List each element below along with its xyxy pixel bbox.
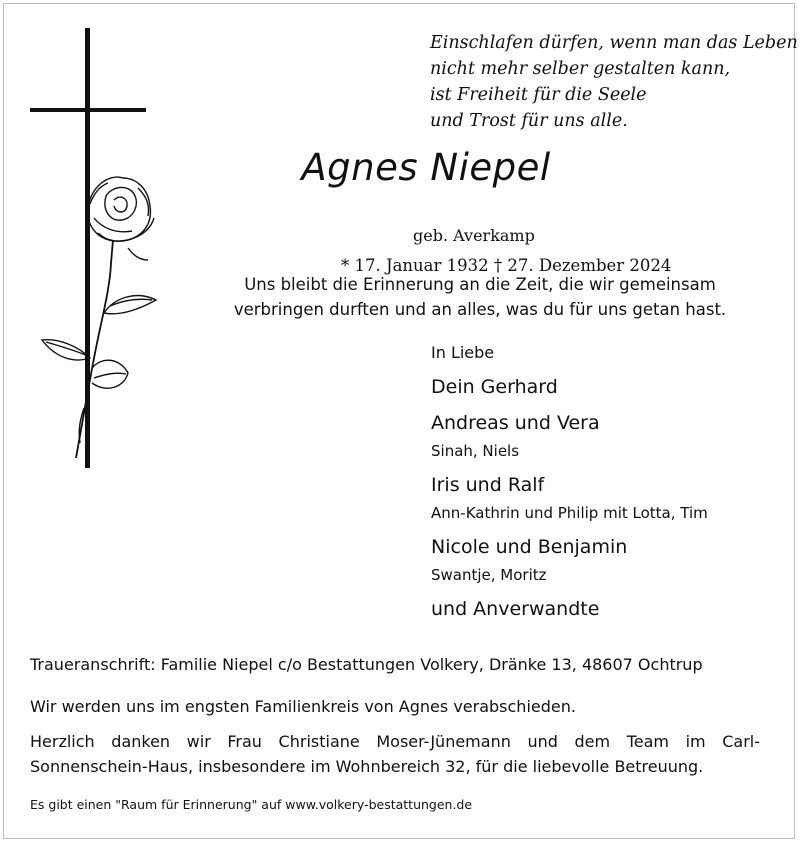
poem	[430, 30, 798, 134]
memory-line: verbringen durften und an alles, was du für uns getan hast.	[233, 300, 727, 319]
family-children: Swantje, Moritz	[431, 566, 547, 584]
poem-line: und Trost für uns alle.	[430, 111, 628, 131]
farewell-note: Wir werden uns im engsten Familienkreis von Agnes verabschieden.	[30, 697, 576, 716]
family-list	[431, 343, 708, 622]
thanks-note: Herzlich danken wir Frau Christiane Moser-Jünemann und dem Team im Carl-Sonnenschein-Haus, insbesondere im Wohnbereich 32, für die liebevolle Betreuung.	[30, 732, 760, 776]
family-member: Iris und Ralf	[431, 474, 545, 496]
rose-icon	[42, 177, 156, 458]
family-children: Sinah, Niels	[431, 442, 520, 460]
footer-link-text: Es gibt einen "Raum für Erinnerung" auf www.volkery-bestattungen.de	[30, 797, 473, 812]
memory-line: Uns bleibt die Erinnerung an die Zeit, die wir gemeinsam	[244, 275, 716, 294]
life-dates: * 17. Januar 1932 † 27. Dezember 2024	[341, 256, 672, 275]
poem-line: ist Freiheit für die Seele	[430, 85, 647, 105]
family-intro: In Liebe	[431, 343, 495, 362]
poem-line: nicht mehr selber gestalten kann,	[430, 59, 731, 79]
family-children: Ann-Kathrin und Philip mit Lotta, Tim	[431, 504, 708, 522]
family-member: Dein Gerhard	[431, 376, 558, 398]
deceased-name: Agnes Niepel	[301, 146, 551, 189]
cross-and-rose-illustration	[28, 28, 168, 473]
memory-text	[220, 272, 740, 322]
cross-horizontal-beam	[30, 108, 146, 112]
family-member: Nicole und Benjamin	[431, 536, 628, 558]
mourning-address: Traueranschrift: Familie Niepel c/o Bestattungen Volkery, Dränke 13, 48607 Ochtrup	[30, 655, 703, 674]
family-member: und Anverwandte	[431, 598, 600, 620]
birth-name: geb. Averkamp	[413, 226, 535, 245]
family-member: Andreas und Vera	[431, 412, 600, 434]
poem-line: Einschlafen dürfen, wenn man das Leben	[430, 33, 798, 53]
